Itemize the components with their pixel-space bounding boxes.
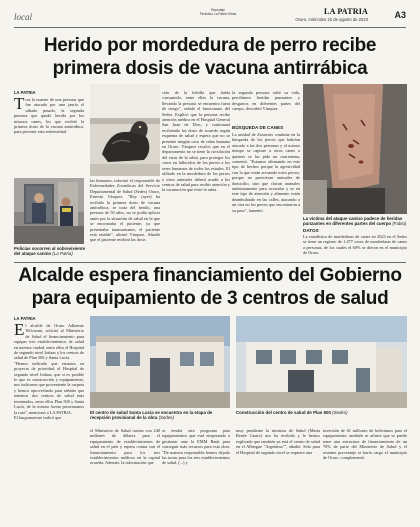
paragraph: La unidad de Zoonosis continúa en la búsqueda de los perros que habrían atacado a las dos personas y al mismo tiempo se capture a otros canes a quienes se los pide un cuarentena, comentó. "Estamos afirmando en este tipo de hechos porque la agresividad con la que están actuando estos perros, porque no parecieran animales de domicilio, sino que clavan animales anónimamente para acorralar y se en este tipo de atención y alimento están deambulando en las calles, atacando a un otra no los perros que encontraron a su paso", lamentó. [232, 132, 300, 213]
headline-line: Herido por mordedura de perro recibe [43, 35, 377, 56]
caption-text: Construcción del centro de salud de Plan 500 [236, 410, 331, 415]
caption-credit: (La Patria) [52, 251, 73, 257]
headline-line: Alcalde espera financiamiento del Gobierno [18, 265, 402, 286]
article1-headline [14, 34, 406, 80]
plan-500-photo-image [236, 316, 407, 408]
article2-col3 [162, 428, 230, 523]
paragraph: inversión de 61 millones de bolivianos para el equipamiento, también se afirmó que se puede tener una estructura de financiamiento de un 70% de parte del Ministerio de Salud y el restante porcentaje se haría cargo el municipio de Oruro, complementó. [323, 428, 407, 461]
page-number: A3 [394, 10, 406, 20]
registry-line: Reportaje [211, 8, 225, 12]
article2-col1 [14, 323, 84, 523]
paragraph: l alcalde de Oruro Adhemar Wilcarani, solicitó al Ministerio de Salud el financiamiento para equipar tres establecimientos de salud en nuestra ciudad, entre ellos el Hospital de segundo nivel Iralaas y los centros de salud de Plan 500 y Santa Lucía. [14, 323, 84, 361]
paragraph: El burgomaestre indicó que [14, 414, 62, 420]
article2-photo-santa-lucia [90, 316, 230, 408]
article1-byline: LA PATRIA [14, 90, 36, 95]
masthead-brand: LA PATRIA [324, 7, 368, 16]
paragraph: las humanos, informó el responsable de Enfermedades Zoonóticas del Servicio Departamental de Salud (Sedes) Oruro, Ernesto Vásquez. "Hoy (ayer) ha recibido la primera dosis de vacuna antirrábica, se trata del herido, una persona de 50 años, no se podía aplicar antes por la situación de salud en la que se encontraba el paciente, ya que presentaba traumatismos, el paciente está estable", afirmó Vásquez. Añadió que el paciente recibirá las dosis [90, 178, 160, 243]
dropcap: T [14, 97, 25, 113]
caption-text: La víctima del ataque canino padece de heridas punzantes en diferentes partes del cuerpo [303, 216, 403, 227]
article2-photo-left-caption [90, 410, 230, 420]
article2-col5 [323, 428, 407, 523]
article1-col4b [232, 132, 300, 260]
article1-photo-leg [303, 84, 407, 214]
section-label: local [14, 12, 32, 22]
article-separator-rule [14, 262, 406, 263]
police-photo-image [14, 178, 84, 244]
article2-col2 [90, 428, 160, 523]
caption-credit: (Sedes) [158, 415, 174, 421]
caption-credit: (Sedes) [332, 410, 348, 415]
caption-text: El centro de salud Santa Lucía se encuentra en la etapa de recepción provisional de la obra [90, 410, 213, 421]
article1-col5 [303, 234, 407, 262]
registry-note [178, 8, 258, 16]
paragraph: La estadística de mordeduras de canes en 2023 en el Sedes se tiene un registro de 1.477 casos de mordeduras de canes a personas, de los cuales el 60% se dieron en el municipio de Oruro. [303, 234, 407, 256]
paragraph: muy pendiente la ministra de Salud (María Renée Castro) nos ha recibido y le hemos explicado que también ya está el centro de salud en el Albergue "Argentino"", añadió. Sólo para el Hospital de segundo nivel se requiere una [236, 428, 320, 455]
headline-line: para equipamiento de 3 centros de salud [31, 288, 389, 309]
leg-photo-image [303, 84, 407, 214]
headline-line: primera dosis de vacuna antirrábica [52, 58, 368, 79]
paragraph: el Ministerio de Salud cuenta con 240 millones de dólares para el equipamiento de establecimientos de salud en el país y espera contar con el financiamiento para los tres establecimientos médicos en la capital orureña. Además, la información que [90, 428, 160, 466]
article1-col3 [162, 90, 230, 260]
article1-subhead-datos: DATOS [303, 228, 319, 233]
paragraph: se tendrá otra programa para equipamientos que está empezando a gestionar ante la EMM Bank para conseguir más recursos para esta obra. "De manera responsable hemos dejado las notas para los tres establecimientos de salud, (...) y [162, 428, 230, 466]
article1-col4 [232, 90, 300, 122]
article1-photo-dog [90, 84, 160, 176]
article1-photo3-caption [303, 216, 407, 226]
paragraph: la segunda persona salió su vida, percibimos heridas punzantes y desgarros en diferentes partes del cuerpo, describió Vásquez. [232, 90, 300, 112]
caption-credit: (Fabio) [392, 221, 407, 227]
article1-subhead-busqueda: BÚSQUEDA DE CANES [232, 125, 284, 130]
registry-line: Periódico La Patria Orhas [199, 12, 237, 16]
paragraph: ras la muerte de una persona que fue atacada por una jauría el sábado pasado, la segunda persona que quedó herida por los mismos canes, los que recibió la primera dosis de la vacuna antirrábica, para prevenir esta enfermedad. [14, 97, 84, 135]
paragraph: "Hemos indicado que estamos en proyecto de prioridad, el Hospital de segundo nivel Iralaas, que si es posible lo que es construcción y equipamiento, nos indicaron que proveniente la carpeta y hemos aprovechado para señalar que tenemos dos centros de salud más terminados, entre ellos Plan 500 y Santa Lucía, de la misma forma presentamos la ruta", mencionó a LA PATRIA. [14, 360, 84, 415]
article1-photo-police [14, 178, 84, 244]
article1-col1 [14, 97, 84, 177]
article2-col4 [236, 428, 320, 523]
dropcap: E [14, 323, 25, 339]
article1-photo1-caption [14, 246, 92, 256]
article2-photo-right-caption [236, 410, 407, 415]
article2-photo-plan-500 [236, 316, 407, 408]
article1-col2 [90, 178, 160, 260]
article2-headline [14, 264, 406, 310]
dateline: Oruro, miércoles 22 de agosto de 2023 [295, 17, 368, 22]
santa-lucia-photo-image [90, 316, 230, 408]
header-rule [14, 27, 406, 28]
article2-byline: LA PATRIA [14, 316, 36, 321]
paragraph: ción de la hebilla que había consumido, entre ellas la vacuna, llevando la persona se encuentra fuera de riesgo", señaló el funcionario del Sedes. Explicó que la persona recibe atención médica en el Hospital General San Juan de Dios, y continuará recibiendo las dosis de acuerdo según esquema de salud y espera que no se presente ningún caso de rabia humana en Oruro. Vásquez recalcó que en el departamento no se tiene la circulación del virus de la rabia, para proteger los casos en fallecidos de los perros a los seres humanos de todos los estados. El afiliado en la mordedura de los perros y otros animales deberá acudir a los centros de salud para recibir atención y la vacunación que evite la rabia. [162, 90, 230, 193]
caption-text: Policías socorren al sobreviviente del ataque canino [14, 246, 86, 257]
dog-photo-image [90, 84, 160, 176]
